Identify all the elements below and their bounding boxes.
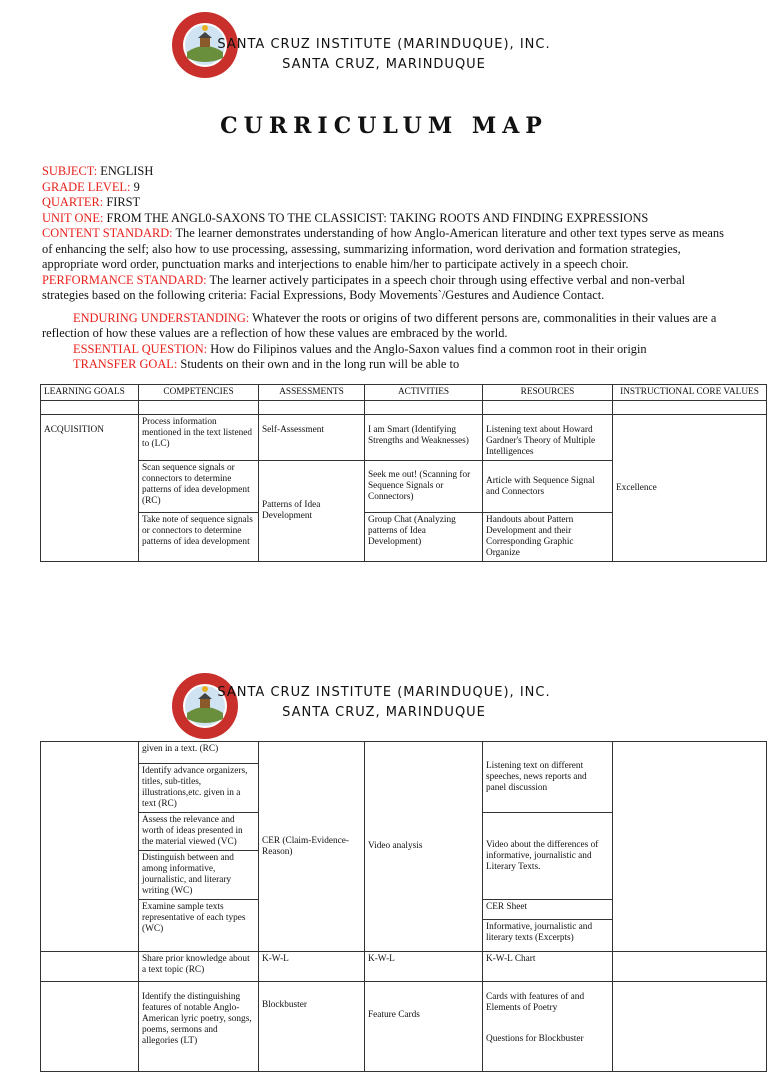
activity-cell: I am Smart (Identifying Strengths and Weaknesses) (365, 415, 483, 461)
competency-cell: Assess the relevance and worth of ideas presented in the material viewed (VC) (139, 813, 259, 851)
header-assessments: ASSESSMENTS (259, 385, 365, 401)
header-activities: ACTIVITIES (365, 385, 483, 401)
competency-cell: Take note of sequence signals or connectors to determine patterns of idea development (139, 513, 259, 562)
performance-standard (42, 273, 724, 304)
competency-cell: Distinguish between and among informative, journalistic, and literary writing (WC) (139, 851, 259, 900)
resource-split-cell (483, 900, 613, 952)
activity-cell: Seek me out! (Scanning for Sequence Signals or Connectors) (365, 461, 483, 513)
enduring-understanding-text: Whatever the roots or origins of two different persons are, commonalities in their values are a reflection of how these values are a reflection of how these values are embraced by the world. (42, 310, 717, 340)
header-resources: RESOURCES (483, 385, 613, 401)
table-row (41, 401, 767, 415)
content-standard-label: CONTENT STANDARD: (42, 226, 173, 240)
table-row (41, 952, 767, 982)
essential-question-label: ESSENTIAL QUESTION: (73, 341, 208, 356)
subject-line (42, 164, 724, 180)
resource-cell: CER Sheet (483, 900, 612, 920)
header-competencies: COMPETENCIES (139, 385, 259, 401)
transfer-goal-text: Students on their own and in the long run will be able to (180, 357, 460, 371)
school-location: SANTA CRUZ, MARINDUQUE (282, 57, 486, 72)
school-name: SANTA CRUZ INSTITUTE (MARINDUQUE), INC. (217, 37, 551, 52)
activity-cell: Group Chat (Analyzing patterns of Idea Development) (365, 513, 483, 562)
table-row (41, 982, 767, 1072)
assessment-cell: K-W-L (259, 952, 365, 982)
content-standard (42, 226, 724, 273)
curriculum-table-1 (40, 384, 767, 562)
resource-text: Cards with features of and Elements of Poetry (486, 992, 585, 1013)
school-name-header (0, 35, 768, 75)
resource-cell: Informative, journalistic and literary texts (Excerpts) (486, 922, 593, 943)
table-header-row (41, 385, 767, 401)
document-page-2 (0, 655, 768, 1046)
performance-standard-text: The learner actively participates in a speech choir through using effective verbal and non-verbal strategies based on the following criteria: Facial Expressions, Body Movements`/Gestures and Audience Contact. (42, 272, 686, 302)
school-name-header (0, 683, 768, 723)
content-standard-text: The learner demonstrates understanding of how Anglo-American literature and other text types serve as means of enhancing the self; also how to use processing, assessing, summarizing information, word derivation and formation strategies, appropriate word order, punctuation marks and interjections to enable him/her to participate actively in a speech choir. (42, 226, 724, 271)
subject-value: ENGLISH (100, 164, 154, 178)
enduring-understanding (42, 311, 724, 342)
learning-goal-cell: ACQUISITION (41, 415, 139, 562)
resource-cell: Listening text about Howard Gardner's Theory of Multiple Intelligences (483, 415, 613, 461)
grade-line (42, 180, 724, 196)
resource-cell: K-W-L Chart (483, 952, 613, 982)
grade-value: 9 (133, 179, 140, 194)
table-row (41, 415, 767, 461)
transfer-goal-label: TRANSFER GOAL: (73, 357, 178, 371)
page-title: CURRICULUM MAP (220, 113, 548, 139)
school-location: SANTA CRUZ, MARINDUQUE (282, 705, 486, 720)
competency-cell: Process information mentioned in the text listened to (LC) (139, 415, 259, 461)
performance-standard-label: PERFORMANCE STANDARD: (42, 272, 207, 287)
activity-cell: Feature Cards (365, 982, 483, 1072)
activity-cell: Video analysis (365, 742, 483, 952)
curriculum-table-2 (40, 741, 767, 1072)
resource-cell: Listening text on different speeches, news reports and panel discussion (483, 742, 613, 813)
activity-cell: K-W-L (365, 952, 483, 982)
assessment-cell: Patterns of Idea Development (259, 461, 365, 562)
resource-cell: Article with Sequence Signal and Connectors (483, 461, 613, 513)
unit-label: UNIT ONE: (42, 210, 104, 225)
competency-cell: Identify the distinguishing features of notable Anglo-American lyric poetry, songs, poems, sermons and allegories (LT) (139, 982, 259, 1072)
competency-cell: given in a text. (RC) (139, 742, 259, 764)
quarter-label: QUARTER: (42, 195, 104, 209)
quarter-line (42, 195, 724, 211)
header-core-values: INSTRUCTIONAL CORE VALUES (613, 385, 767, 401)
unit-value: FROM THE ANGL0-SAXONS TO THE CLASSICIST: TAKING ROOTS AND FINDING EXPRESSIONS (106, 210, 649, 225)
core-value-cell: Excellence (613, 415, 767, 562)
resource-cell (483, 982, 613, 1072)
assessment-cell: Blockbuster (259, 982, 365, 1072)
quarter-value: FIRST (106, 195, 141, 209)
unit-line (42, 211, 724, 227)
curriculum-info (42, 164, 724, 373)
assessment-cell: Self-Assessment (259, 415, 365, 461)
header-learning-goals: LEARNING GOALS (41, 385, 139, 401)
enduring-understanding-label: ENDURING UNDERSTANDING: (73, 310, 250, 325)
transfer-goal (42, 357, 724, 373)
essential-question (42, 342, 724, 358)
resource-cell: Video about the differences of informative, journalistic and Literary Texts. (483, 813, 613, 900)
school-name: SANTA CRUZ INSTITUTE (MARINDUQUE), INC. (217, 685, 551, 700)
resource-text: Questions for Blockbuster (486, 1034, 584, 1044)
grade-label: GRADE LEVEL: (42, 179, 131, 194)
competency-cell: Identify advance organizers, titles, sub-titles, illustrations,etc. given in a text (RC) (139, 764, 259, 813)
competency-cell: Share prior knowledge about a text topic (RC) (139, 952, 259, 982)
assessment-cell: CER (Claim-Evidence-Reason) (259, 742, 365, 952)
resource-cell: Handouts about Pattern Development and their Corresponding Graphic Organize (483, 513, 613, 562)
competency-cell: Scan sequence signals or connectors to determine patterns of idea development (RC) (139, 461, 259, 513)
essential-question-text: How do Filipinos values and the Anglo-Saxon values find a common root in their origin (210, 341, 647, 356)
competency-cell: Examine sample texts representative of each types (WC) (139, 900, 259, 952)
subject-label: SUBJECT: (42, 164, 98, 178)
table-row (41, 742, 767, 764)
